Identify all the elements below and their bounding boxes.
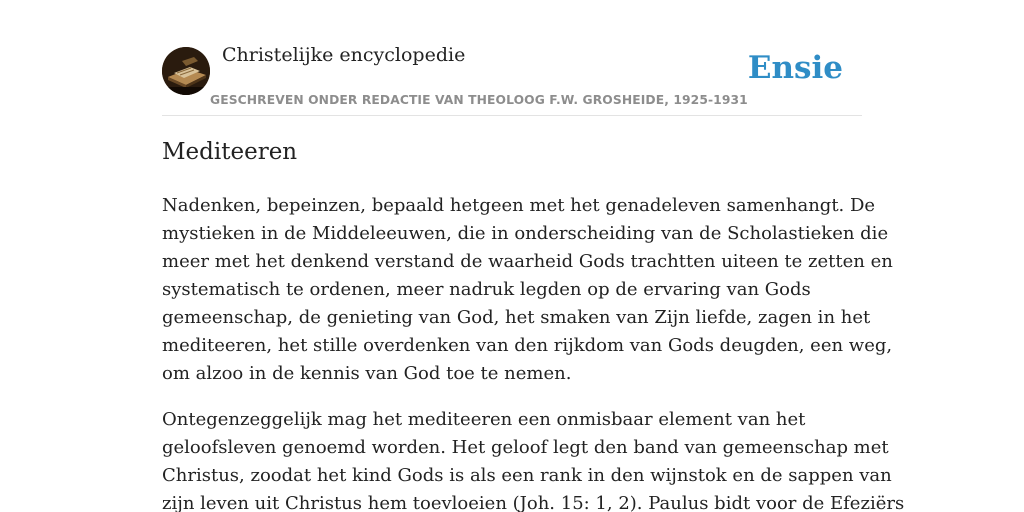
paragraph-line: mystieken in de Middeleeuwen, die in onderscheiding van de Scholastieken die <box>162 223 889 244</box>
article-paragraph <box>162 406 905 512</box>
paragraph-line: systematisch te ordenen, meer nadruk legden op de ervaring van Gods <box>162 279 811 300</box>
paragraph-line: om alzoo in de kennis van God toe te nemen. <box>162 363 572 384</box>
site-header <box>162 0 862 116</box>
paragraph-line: zijn leven uit Christus hem toevloeien (Joh. 15: 1, 2). Paulus bidt voor de Efeziërs <box>162 493 905 512</box>
paragraph-line: geloofsleven genoemd worden. Het geloof legt den band van gemeenschap met <box>162 437 889 458</box>
encyclopedia-avatar[interactable] <box>162 47 210 95</box>
article-title: Mediteeren <box>162 139 298 165</box>
paragraph-line: gemeenschap, de genieting van God, het smaken van Zijn liefde, zagen in het <box>162 307 871 328</box>
site-title[interactable]: Christelijke encyclopedie <box>222 44 466 66</box>
paragraph-line: mediteeren, het stille overdenken van den rijkdom van Gods deugden, een weg, <box>162 335 893 356</box>
book-photo-icon <box>162 47 210 95</box>
paragraph-line: Ontegenzeggelijk mag het mediteeren een onmisbaar element van het <box>162 409 806 430</box>
site-subtitle: GESCHREVEN ONDER REDACTIE VAN THEOLOOG F.W. GROSHEIDE, 1925-1931 <box>210 93 748 107</box>
paragraph-line: Nadenken, bepeinzen, bepaald hetgeen met het genadeleven samenhangt. De <box>162 195 876 216</box>
paragraph-line: Christus, zoodat het kind Gods is als een rank in den wijnstok en de sappen van <box>162 465 892 486</box>
ensie-logo-link[interactable]: Ensie <box>747 50 843 86</box>
paragraph-line: meer met het denkend verstand de waarheid Gods trachtten uiteen te zetten en <box>162 251 893 272</box>
article-body <box>162 192 905 512</box>
article-paragraph <box>162 192 893 388</box>
